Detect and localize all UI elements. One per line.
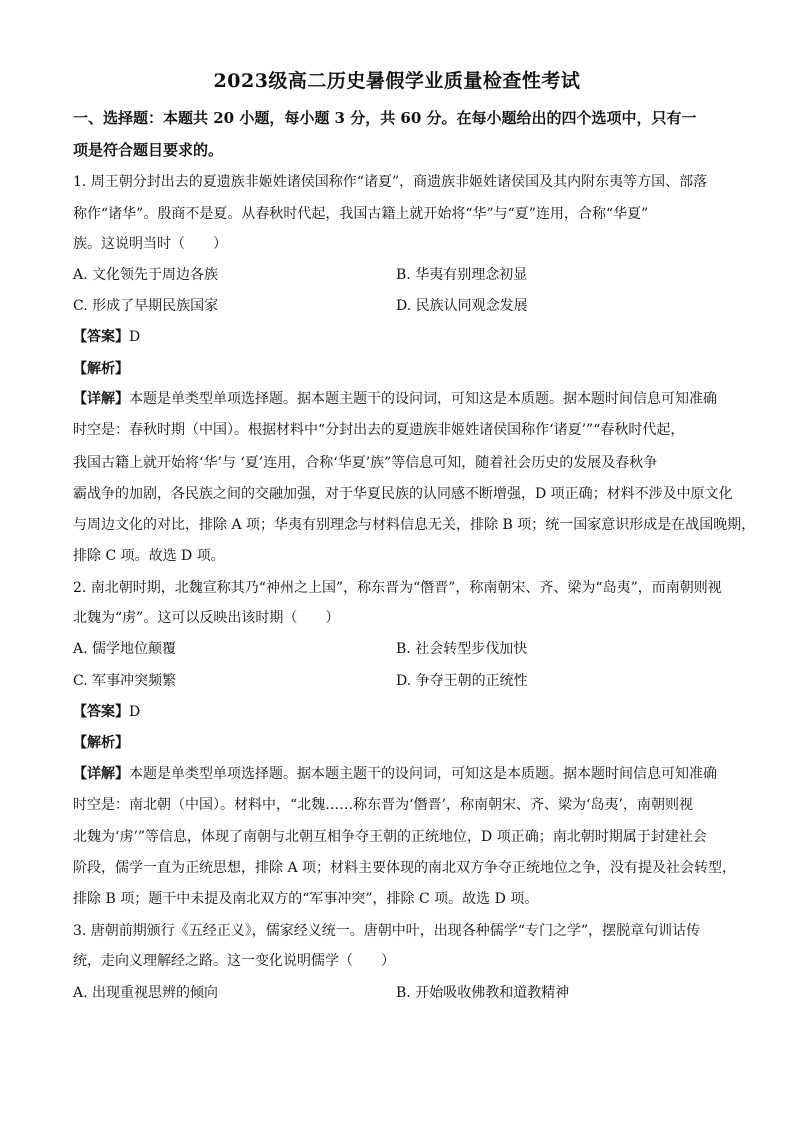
q2-option-d: D. 争夺王朝的正统性: [396, 673, 528, 689]
q2-answer: [73, 704, 733, 720]
answer-value: D: [129, 329, 141, 345]
detail-tag: 【详解】: [73, 391, 129, 407]
q1-option-b: B. 华夷有别理念初显: [396, 267, 528, 283]
q2-option-a: A. 儒学地位颠覆: [73, 641, 177, 657]
q1-stem-line-3: 族。这说明当时（ ）: [73, 236, 227, 252]
q2-detail-line-1: [73, 766, 733, 782]
q1-analysis-tag: [73, 361, 733, 377]
section-instructions-line-2: 项是符合题目要求的。: [73, 141, 224, 159]
q3-option-b: B. 开始吸收佛教和道教精神: [396, 985, 570, 1001]
q2-option-b: B. 社会转型步伐加快: [396, 641, 528, 657]
q2-detail-line-2: 时空是：南北朝（中国）。材料中，“北魏……称东晋为‘僭晋’，称南朝宋、齐、梁为‘岛夷’，南朝则视: [73, 797, 693, 813]
q2-detail-line-4: 阶段，儒学一直为正统思想，排除 A 项；材料主要体现的南北双方争夺正统地位之争，没有提及社会转型，: [73, 860, 737, 876]
q1-detail-line-1: [73, 391, 733, 407]
q1-detail-line-5: 与周边文化的对比，排除 A 项；华夷有别理念与材料信息无关，排除 B 项；统一国家意识形成是在战国晚期，: [73, 517, 756, 533]
answer-value: D: [129, 704, 141, 720]
q3-stem-line-1: 3. 唐朝前期颁行《五经正义》，儒家经义统一。唐朝中叶，出现各种儒学“专门之学”，摆脱章句训诂传: [73, 923, 701, 939]
q2-analysis-tag: [73, 735, 733, 751]
q1-detail-line-3: 我国古籍上就开始将‘华’与 ‘夏’连用，合称‘华夏’族”等信息可知，随着社会历史的发展及春秋争: [73, 455, 658, 471]
q1-option-a: A. 文化领先于周边各族: [73, 267, 219, 283]
section-instructions-line-1: 一、选择题：本题共 20 小题，每小题 3 分，共 60 分。在每小题给出的四个选项中，只有一: [73, 109, 697, 127]
detail-tag: 【详解】: [73, 766, 129, 782]
q1-option-d: D. 民族认同观念发展: [396, 298, 528, 314]
q2-stem-line-2: 北魏为“虏”。这可以反映出该时期（ ）: [73, 610, 340, 626]
q1-detail-line-2: 时空是：春秋时期（中国）。根据材料中“分封出去的夏遗族非姬姓诸侯国称作‘诸夏’”“春秋时代起，: [73, 422, 685, 438]
page-title: 2023级高二历史暑假学业质量检查性考试: [213, 70, 581, 92]
q1-stem-line-2: 称作“诸华”。殷商不是夏。从春秋时代起，我国古籍上就开始将“华”与“夏”连用，合称“华夏”: [73, 206, 649, 222]
q3-option-a: A. 出现重视思辨的倾向: [73, 985, 219, 1001]
q1-detail-line-6: 排除 C 项。故选 D 项。: [73, 548, 225, 564]
q3-stem-line-2: 统，走向义理解经之路。这一变化说明儒学（ ）: [73, 953, 395, 969]
q1-detail-line-4: 霸战争的加剧，各民族之间的交融加强，对于华夏民族的认同感不断增强，D 项正确；材料不涉及中原文化: [73, 486, 733, 502]
detail-text: 本题是单类型单项选择题。据本题主题干的设问词，可知这是本质题。据本题时间信息可知准确: [129, 766, 717, 782]
q1-stem-line-1: 1. 周王朝分封出去的夏遗族非姬姓诸侯国称作“诸夏”，商遗族非姬姓诸侯国及其内附东夷等方国、部落: [73, 174, 708, 190]
analysis-tag: 【解析】: [73, 361, 129, 377]
q2-detail-line-3: 北魏为‘虏’”等信息，体现了南朝与北朝互相争夺王朝的正统地位，D 项正确；南北朝时期属于封建社会: [73, 829, 707, 845]
q2-detail-line-5: 排除 B 项；题干中未提及南北双方的“军事冲突”，排除 C 项。故选 D 项。: [73, 891, 539, 907]
answer-tag: 【答案】: [73, 329, 129, 345]
analysis-tag: 【解析】: [73, 735, 129, 751]
q2-option-c: C. 军事冲突频繁: [73, 673, 177, 689]
answer-tag: 【答案】: [73, 704, 129, 720]
q1-answer: [73, 329, 733, 345]
detail-text: 本题是单类型单项选择题。据本题主题干的设问词，可知这是本质题。据本题时间信息可知准确: [129, 391, 717, 407]
q2-stem-line-1: 2. 南北朝时期，北魏宣称其乃“神州之上国”，称东晋为“僭晋”，称南朝宋、齐、梁为“岛夷”，而南朝则视: [73, 580, 722, 596]
q1-option-c: C. 形成了早期民族国家: [73, 298, 219, 314]
